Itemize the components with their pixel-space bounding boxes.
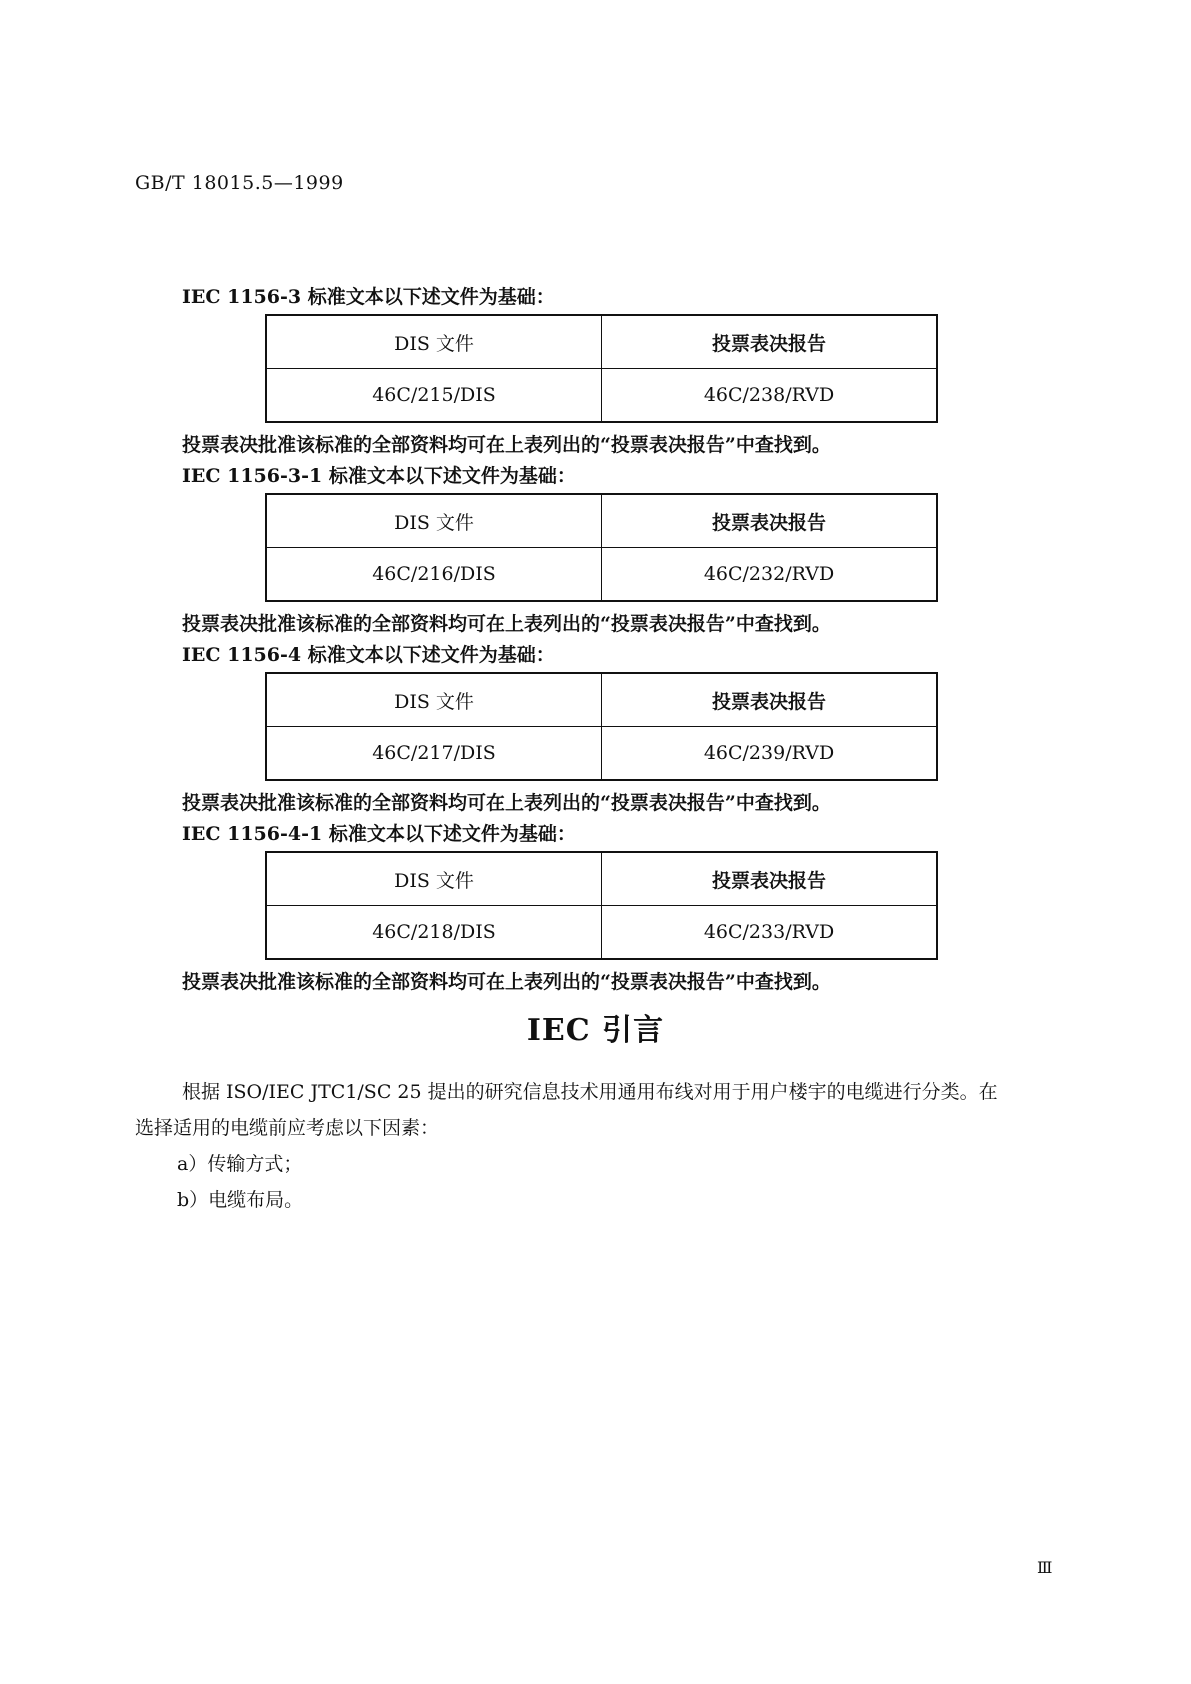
section-paragraph-line2: 选择适用的电缆前应考虑以下因素： — [135, 1117, 440, 1139]
table-header-dis: DIS 文件 — [266, 673, 602, 727]
list-item-a: a）传输方式； — [177, 1153, 303, 1175]
table-cell-dis: 46C/217/DIS — [266, 727, 602, 781]
block-intro: IEC 1156-3-1 标准文本以下述文件为基础： — [182, 465, 576, 487]
block-note: 投票表决批准该标准的全部资料均可在上表列出的“投票表决报告”中查找到。 — [182, 613, 831, 635]
table-header-dis: DIS 文件 — [266, 494, 602, 548]
block-intro: IEC 1156-4-1 标准文本以下述文件为基础： — [182, 823, 576, 845]
section-paragraph-line1: 根据 ISO/IEC JTC1/SC 25 提出的研究信息技术用通用布线对用于用户楼宇的电缆进行分类。在 — [182, 1081, 998, 1103]
table-cell-dis: 46C/218/DIS — [266, 906, 602, 960]
document-table — [265, 314, 938, 423]
block-note: 投票表决批准该标准的全部资料均可在上表列出的“投票表决报告”中查找到。 — [182, 971, 831, 993]
page-number: Ⅲ — [1037, 1558, 1053, 1577]
table-cell-rvd: 46C/239/RVD — [602, 727, 938, 781]
table-header-dis: DIS 文件 — [266, 852, 602, 906]
table-header-rvd: 投票表决报告 — [602, 315, 938, 369]
section-title: IEC 引言 — [526, 1013, 665, 1048]
table-cell-dis: 46C/215/DIS — [266, 369, 602, 423]
table-header-rvd: 投票表决报告 — [602, 673, 938, 727]
document-table — [265, 672, 938, 781]
document-table — [265, 851, 938, 960]
block-note: 投票表决批准该标准的全部资料均可在上表列出的“投票表决报告”中查找到。 — [182, 792, 831, 814]
table-cell-rvd: 46C/232/RVD — [602, 548, 938, 602]
table-header-rvd: 投票表决报告 — [602, 494, 938, 548]
block-intro: IEC 1156-3 标准文本以下述文件为基础： — [182, 286, 555, 308]
table-cell-rvd: 46C/238/RVD — [602, 369, 938, 423]
table-cell-dis: 46C/216/DIS — [266, 548, 602, 602]
document-table — [265, 493, 938, 602]
block-intro: IEC 1156-4 标准文本以下述文件为基础： — [182, 644, 555, 666]
table-header-dis: DIS 文件 — [266, 315, 602, 369]
document-id-header: GB/T 18015.5—1999 — [135, 172, 344, 194]
list-item-b: b）电缆布局。 — [177, 1189, 304, 1211]
table-header-rvd: 投票表决报告 — [602, 852, 938, 906]
table-cell-rvd: 46C/233/RVD — [602, 906, 938, 960]
block-note: 投票表决批准该标准的全部资料均可在上表列出的“投票表决报告”中查找到。 — [182, 434, 831, 456]
